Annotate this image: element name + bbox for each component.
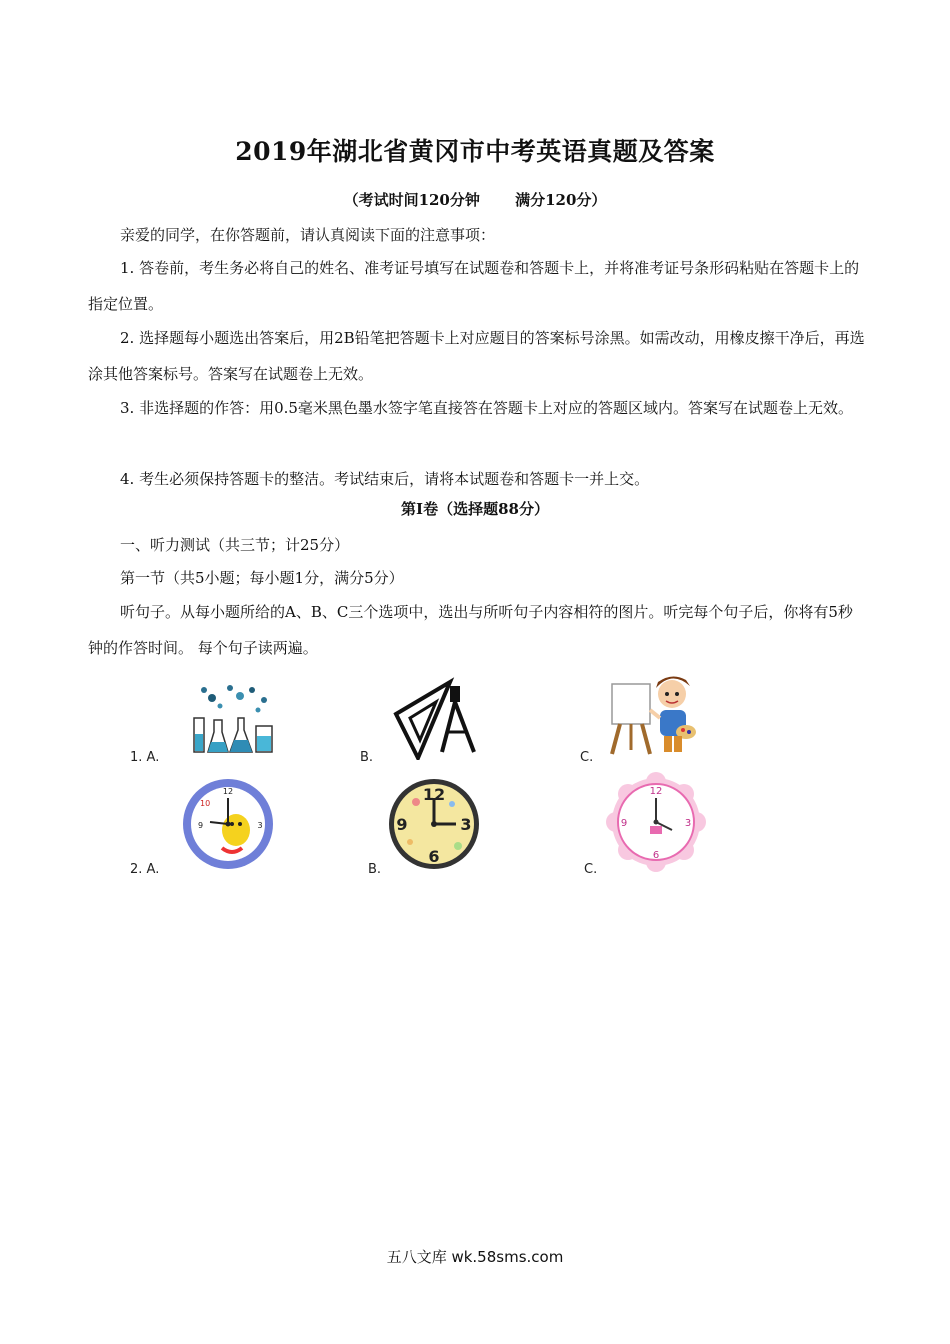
clock-a-10: 10 xyxy=(200,799,211,808)
clock-a-9: 9 xyxy=(198,821,204,830)
clock-b-6: 6 xyxy=(428,847,440,866)
clock-a-12: 12 xyxy=(222,787,234,796)
clock-b-9: 9 xyxy=(396,815,408,834)
clock-c-12: 12 xyxy=(649,786,663,797)
boy-painting-icon xyxy=(606,670,698,756)
yellow-clock-icon xyxy=(386,776,482,872)
pink-flower-clock-icon xyxy=(606,772,706,872)
listening-instruction: 听句子。从每小题所给的A、B、C三个选项中，选出与所听句子内容相符的图片。听完每个句子后，你将有5秒钟的作答时间。 每个句子读两遍。 xyxy=(88,603,853,657)
section-title: 一、听力测试（共三节；计25分） xyxy=(120,536,350,554)
clock-c-9: 9 xyxy=(620,818,628,829)
clock-b-3: 3 xyxy=(460,815,472,834)
note-1: 1. 答卷前，考生务必将自己的姓名、准考证号填写在试题卷和答题卡上，并将准考证号条形码粘贴在答题卡上的指定位置。 xyxy=(88,259,860,313)
q1-option-c-label: C. xyxy=(580,750,594,765)
part-title: 第I卷（选择题88分） xyxy=(401,500,549,518)
note-3: 3. 非选择题的作答：用0.5毫米黑色墨水签字笔直接答在答题卡上对应的答题区域内。答案写在试题卷上无效。 xyxy=(120,399,853,417)
lab-flasks-icon xyxy=(190,682,278,756)
note-2: 2. 选择题每小题选出答案后，用2B铅笔把答题卡上对应题目的答案标号涂黑。如需改动，用橡皮擦干净后，再选涂其他答案标号。答案写在试题卷上无效。 xyxy=(88,329,865,383)
q2-option-a-label: 2. A. xyxy=(130,862,160,877)
clock-a-3: 3 xyxy=(257,821,263,830)
clock-c-6: 6 xyxy=(652,850,660,861)
document-title: 2019年湖北省黄冈市中考英语真题及答案 xyxy=(235,137,715,166)
footer-watermark: 五八文库 wk.58sms.com xyxy=(386,1248,564,1266)
clock-b-12: 12 xyxy=(422,785,446,804)
note-4: 4. 考生必须保持答题卡的整洁。考试结束后，请将本试题卷和答题卡一并上交。 xyxy=(120,470,650,488)
q2-option-c-label: C. xyxy=(584,862,598,877)
blue-clock-icon xyxy=(180,776,276,872)
subsection-title: 第一节（共5小题；每小题1分，满分5分） xyxy=(120,569,404,587)
intro-text: 亲爱的同学，在你答题前，请认真阅读下面的注意事项： xyxy=(120,226,496,244)
q1-option-b-label: B. xyxy=(360,750,374,765)
set-square-compass-icon xyxy=(392,674,482,760)
q1-option-a-label: 1. A. xyxy=(130,750,160,765)
q2-option-b-label: B. xyxy=(368,862,382,877)
clock-c-3: 3 xyxy=(684,818,692,829)
exam-info: （考试时间120分钟 满分120分） xyxy=(343,191,607,209)
picture-options-figure xyxy=(118,668,714,880)
